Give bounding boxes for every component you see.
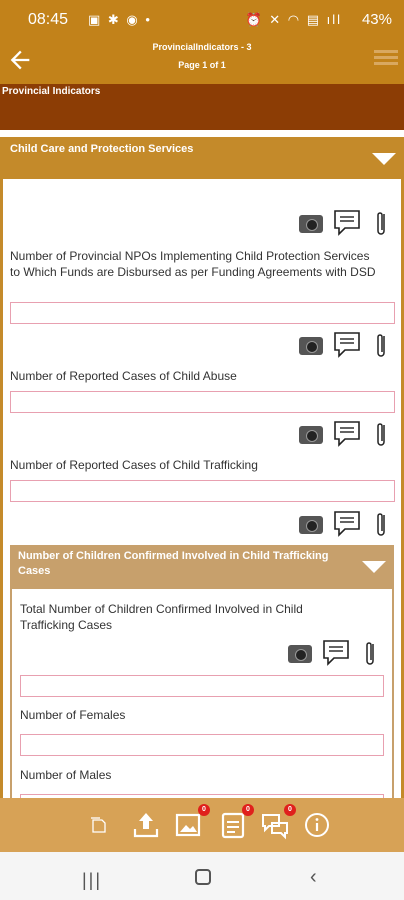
document-icon[interactable] [88,814,110,836]
camera-icon[interactable] [299,337,323,355]
attachment-icon[interactable] [373,331,389,361]
child-abuse-cases-input[interactable] [10,391,395,413]
menu-icon[interactable] [374,50,398,70]
battery-level: 43% [361,11,392,28]
attachment-icon[interactable] [373,510,389,540]
attachment-icon[interactable] [362,639,378,669]
status-time: 08:45 [28,11,69,28]
subsection-header[interactable] [10,545,394,589]
home-icon[interactable] [195,869,211,885]
field-label: Number of Provincial NPOs Implementing Child Protection Services to Which Funds are Disbursed as per Funding Agreements with DSD [10,249,376,279]
camera-icon[interactable] [299,426,323,444]
collapse-icon[interactable] [362,561,386,573]
notification-icons: ▣ ✱ ◉ • [88,12,152,27]
collapse-icon[interactable] [372,153,396,165]
field-label: Number of Reported Cases of Child Trafficking [10,458,258,472]
page-title: ProvincialIndicators - 3 [152,42,252,52]
field-label: Total Number of Children Confirmed Involved in Child Trafficking Cases [20,602,303,632]
section-title: Child Care and Protection Services [10,143,194,155]
child-trafficking-cases-input[interactable] [10,480,395,502]
field-label: Number of Reported Cases of Child Abuse [10,369,237,383]
attachment-icon[interactable] [373,209,389,239]
documents-badge: 0 [242,804,254,816]
app-bar [0,38,404,84]
comment-icon[interactable] [322,639,350,667]
subsection-title: Number of Children Confirmed Involved in Child Trafficking Cases [18,550,329,577]
photos-button[interactable] [174,806,206,840]
subsection-body [10,589,394,814]
provincial-indicators-label: Provincial Indicators [2,86,101,97]
field-label: Number of Females [20,708,126,722]
comments-badge: 0 [284,804,296,816]
system-icons: ⏰ ✕ ◠ ▤ ıll [245,12,342,27]
documents-button[interactable] [218,806,250,840]
provincial-indicators-bar [0,84,404,130]
comment-icon[interactable] [333,209,361,237]
upload-icon[interactable] [131,810,161,840]
comments-button[interactable] [260,806,292,840]
females-input[interactable] [20,734,384,756]
attachment-actions [299,510,395,542]
comment-icon[interactable] [333,510,361,538]
comment-icon[interactable] [333,420,361,448]
system-back-icon[interactable]: ‹ [310,866,317,888]
attachment-actions [288,639,384,671]
attachment-actions [299,331,395,363]
comment-icon[interactable] [333,331,361,359]
total-children-input[interactable] [20,675,384,697]
field-label: Number of Males [20,768,112,782]
recent-apps-icon[interactable]: ||| [82,870,103,890]
section-header[interactable] [0,137,404,179]
attachment-icon[interactable] [373,420,389,450]
bottom-action-bar [0,798,404,852]
attachment-actions [299,420,395,452]
system-nav-bar [0,852,404,900]
camera-icon[interactable] [299,215,323,233]
status-bar [0,0,404,38]
info-icon[interactable] [304,812,330,838]
camera-icon[interactable] [299,516,323,534]
attachment-actions [299,209,395,241]
camera-icon[interactable] [288,645,312,663]
page-indicator: Page 1 of 1 [178,60,226,70]
photos-badge: 0 [198,804,210,816]
npo-count-input[interactable] [10,302,395,324]
